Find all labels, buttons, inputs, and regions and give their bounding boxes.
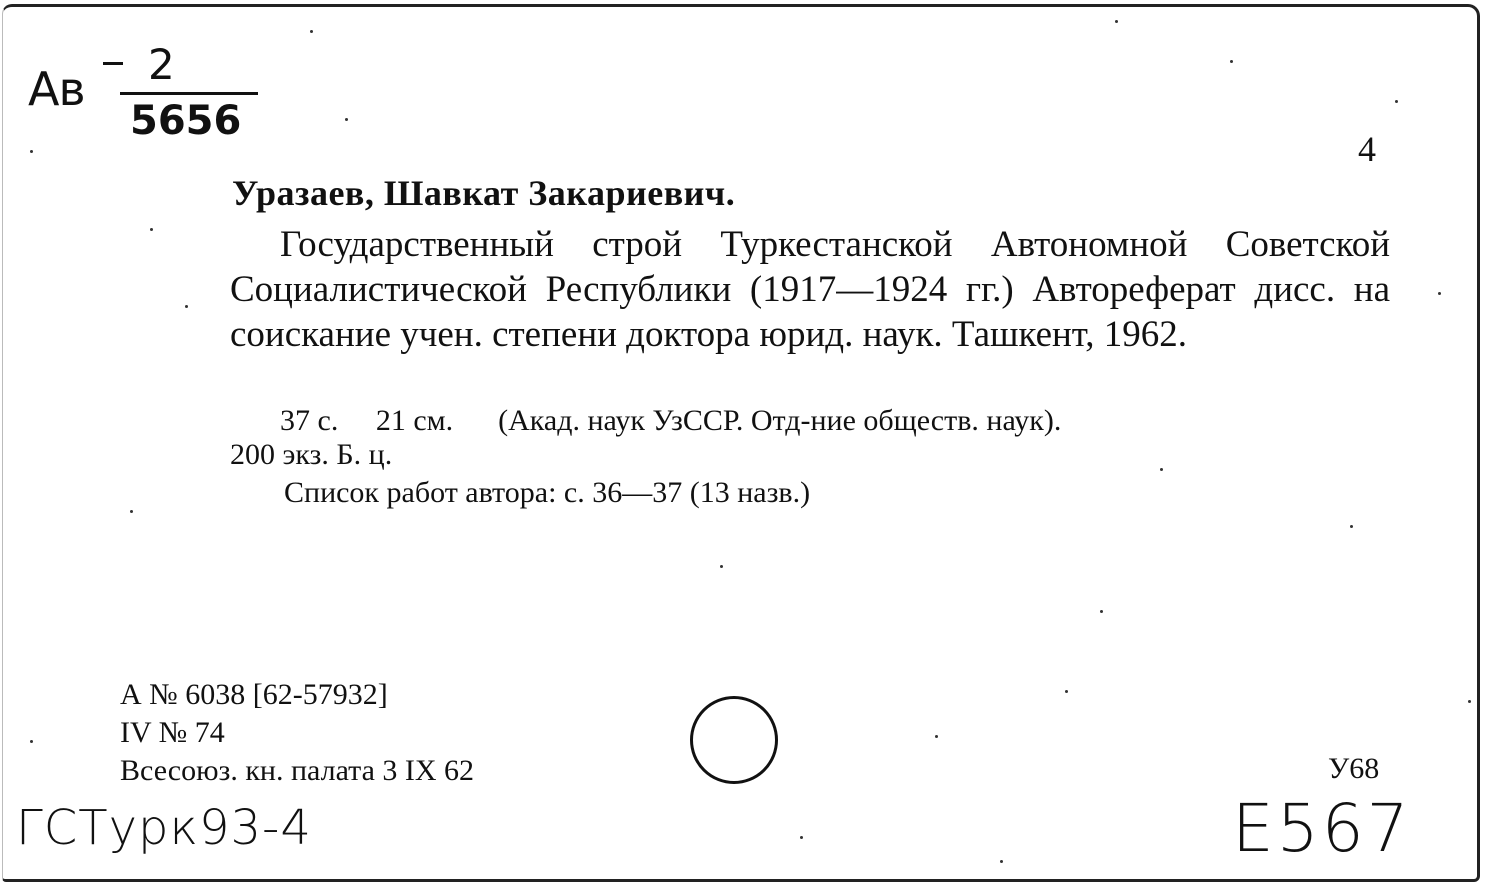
scan-speck [185, 305, 188, 308]
accession-line-1: А № 6038 [62-57932] [120, 678, 388, 711]
collation-size: 21 см. [375, 404, 454, 437]
collation-series: (Акад. наук УзССР. Отд-ние обществ. наук). [498, 404, 1062, 437]
scan-speck [1115, 20, 1118, 23]
scan-speck [30, 740, 33, 743]
scan-speck [130, 510, 133, 513]
shelfmark-denominator: 5656 [130, 98, 242, 144]
scan-speck [310, 30, 313, 33]
scan-speck [1100, 610, 1103, 613]
scan-speck [1350, 525, 1353, 528]
scan-speck [150, 228, 153, 231]
scan-speck [1160, 468, 1163, 471]
accession-block [120, 676, 474, 790]
handwritten-code-right: Е567 [1232, 790, 1412, 867]
scan-speck [30, 150, 33, 153]
collation-block [230, 404, 1390, 472]
collation-copies: 200 экз. Б. ц. [230, 438, 393, 471]
handwritten-code-left: ГСТурк93-4 [16, 800, 312, 856]
scan-speck [1395, 100, 1398, 103]
shelfmark-numerator: 2 [148, 40, 175, 89]
scan-speck [935, 735, 938, 738]
scan-speck [1065, 690, 1068, 693]
bibliography-note: Список работ автора: с. 36—37 (13 назв.) [284, 476, 811, 509]
scan-speck [1468, 700, 1471, 703]
author-heading: Уразаев, Шавкат Закариевич. [232, 173, 736, 213]
scan-speck [1230, 60, 1233, 63]
card-number: 4 [1358, 129, 1376, 169]
scan-speck [800, 836, 803, 839]
scan-speck [720, 565, 723, 568]
scan-speck [345, 118, 348, 121]
accession-line-2: IV № 74 [120, 716, 225, 749]
title-block: Государственный строй Туркестанской Автономной Советской Социалистической Республики (1917—1924 гг.) Автореферат дисс. на соискание учен. степени доктора юрид. наук. Ташкент, 1962. [230, 224, 1390, 355]
accession-line-3: Всесоюз. кн. палата 3 IX 62 [120, 754, 475, 787]
scan-speck [1000, 860, 1003, 863]
classification-code: У68 [1328, 752, 1380, 785]
collation-pages: 37 с. [280, 404, 339, 437]
shelfmark-dash [103, 62, 123, 65]
stamp-circle [690, 696, 778, 784]
scan-speck [1438, 292, 1441, 295]
shelfmark-fraction-bar [120, 92, 258, 95]
shelfmark-prefix: Ав [28, 62, 85, 116]
